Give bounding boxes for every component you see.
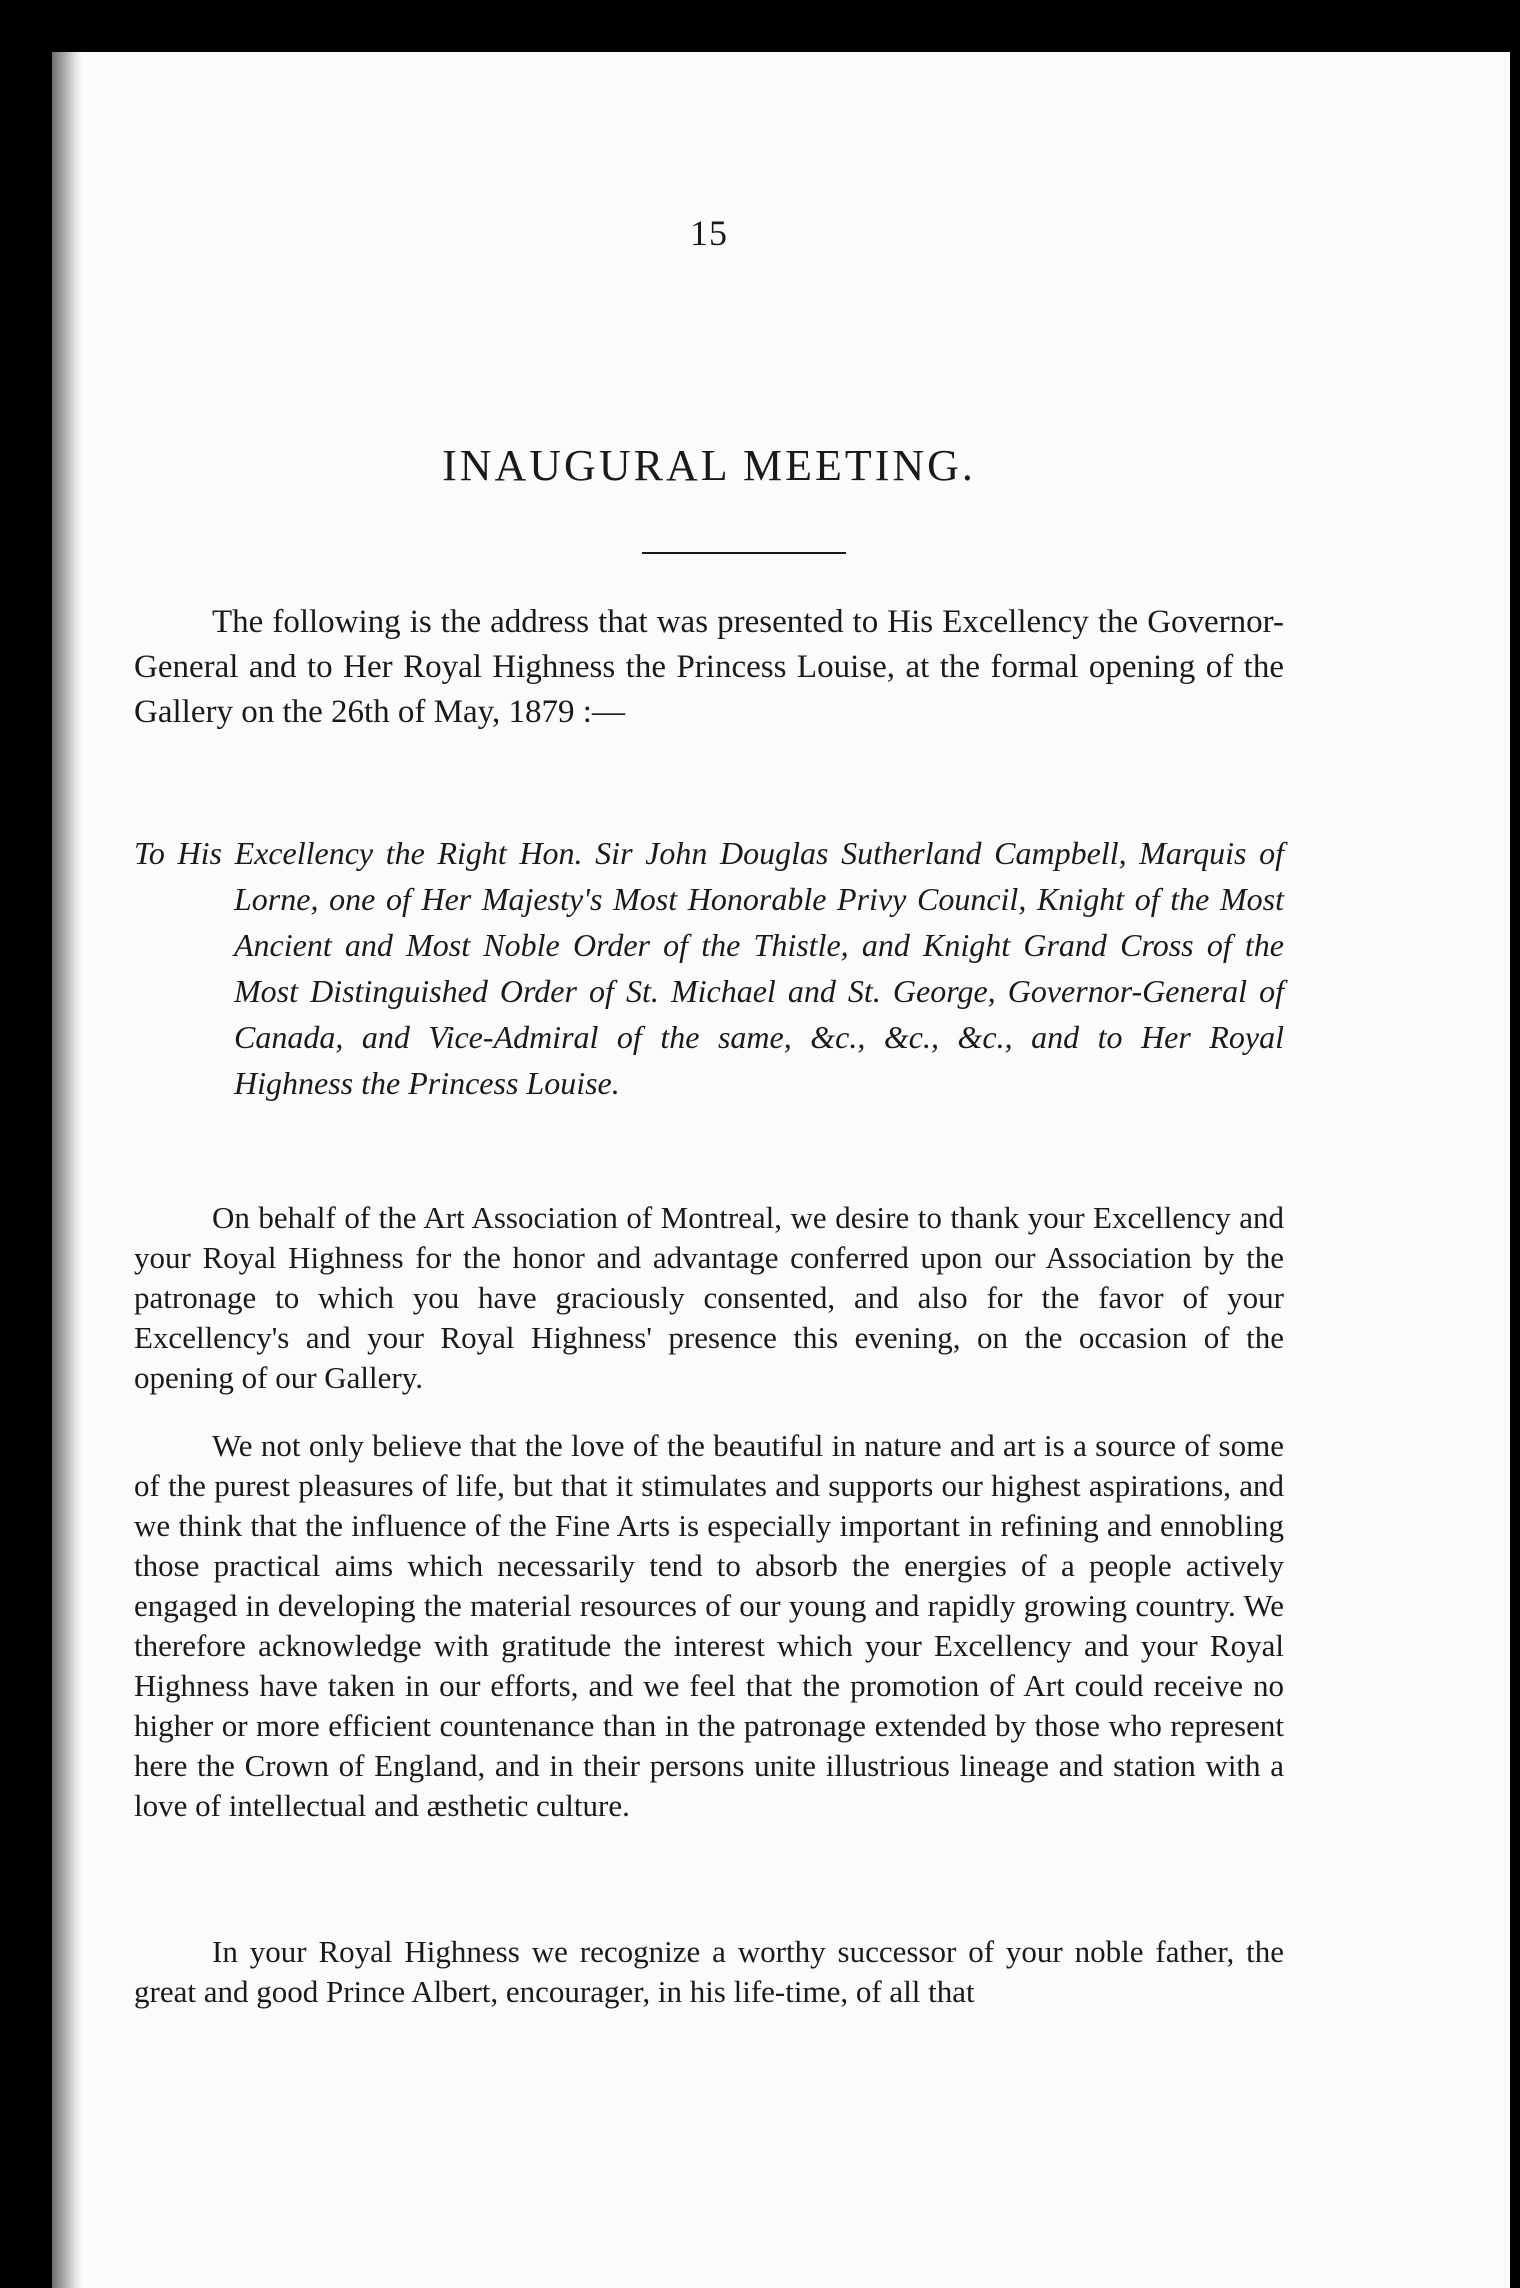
section-heading: INAUGURAL MEETING. — [442, 441, 976, 490]
body-paragraph-1: On behalf of the Art Association of Montreal, we desire to thank your Excellency and your Royal Highness for the honor and advantage conferred upon our Association by the patronage to which you have graciously consented, and also for the favor of your Excellency's and your Royal Highness' presence this evening, on the occasion of the opening of our Gallery. — [134, 1200, 1284, 1395]
intro-paragraph: The following is the address that was presented to His Excellency the Governor-General and to Her Royal Highness the Princess Louise, at the formal opening of the Gallery on the 26th of May, 1879 :— — [134, 604, 1284, 730]
scanned-page — [52, 52, 1510, 2288]
spine-shadow — [52, 52, 82, 2288]
heading-rule — [642, 552, 846, 554]
page-number: 15 — [690, 213, 728, 253]
dedication-paragraph: To His Excellency the Right Hon. Sir John Douglas Sutherland Campbell, Marquis of Lorne, one of Her Majesty's Most Honorable Privy Council, Knight of the Most Ancient and Most Noble Order of the Thistle, and Knight Grand Cross of the Most Distinguished Order of St. Michael and St. George, Governor-General of Canada, and Vice-Admiral of the same, &c., &c., &c., and to Her Royal Highness the Princess Louise. — [134, 835, 1284, 1101]
body-paragraph-2: We not only believe that the love of the beautiful in nature and art is a source of some of the purest pleasures of life, but that it stimulates and supports our highest aspirations, and we think that the influence of the Fine Arts is especially important in refining and ennobling those practical aims which necessarily tend to absorb the energies of a people actively engaged in developing the material resources of our young and rapidly growing country. We therefore acknowledge with gratitude the interest which your Excellency and your Royal Highness have taken in our efforts, and we feel that the promotion of Art could receive no higher or more efficient countenance than in the patronage extended by those who represent here the Crown of England, and in their persons unite illustrious lineage and station with a love of intellectual and æsthetic culture. — [134, 1428, 1284, 1823]
body-paragraph-3: In your Royal Highness we recognize a worthy successor of your noble father, the great and good Prince Albert, encourager, in his life-time, of all that — [134, 1934, 1284, 2009]
